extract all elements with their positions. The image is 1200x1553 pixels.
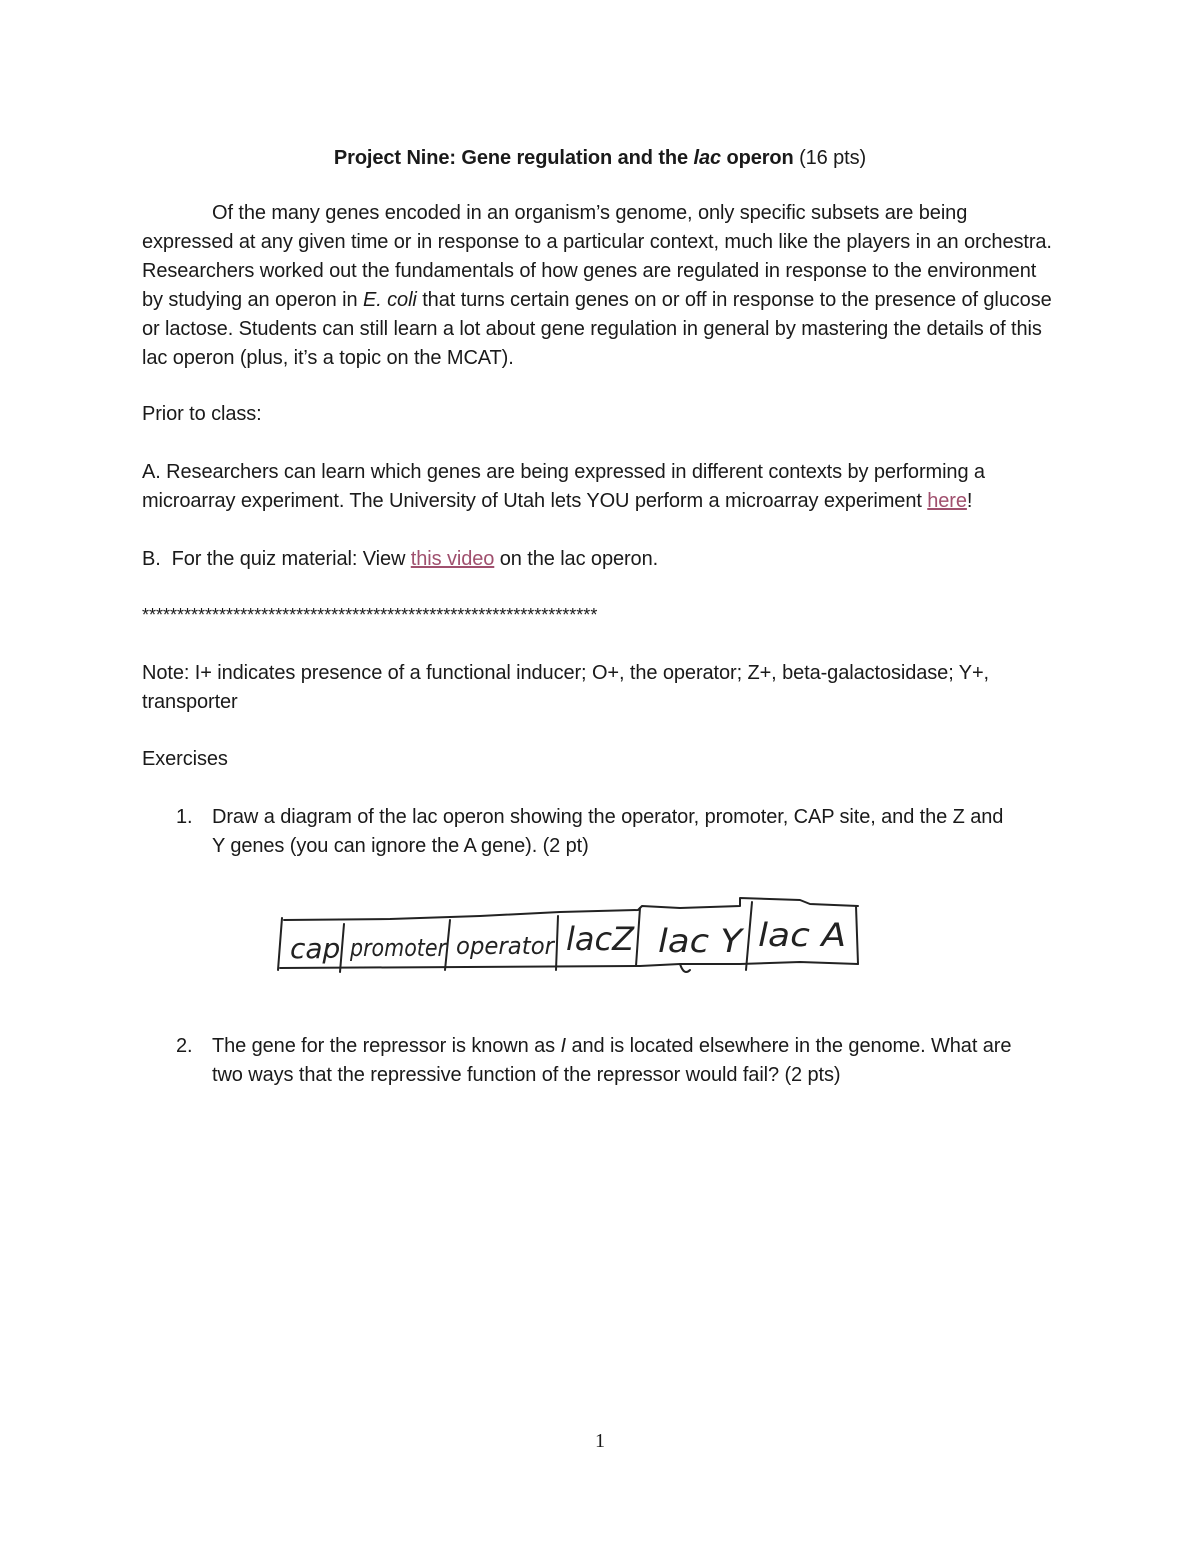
intro-part2: that turns certain genes on or off in response to the presence of glucose or lactose. Students can still learn a lot about gene regulation in general by mastering the details of this lac operon (plus, it’s a topic on the MCAT). (142, 289, 1052, 369)
exercise2-text (212, 1032, 1072, 1090)
lac-operon-sketch (270, 890, 870, 985)
item-b-label: B. (142, 548, 161, 570)
exercise2-number: 2. (176, 1035, 193, 1057)
exercise1-number: 1. (176, 806, 193, 828)
page-title (0, 144, 1200, 172)
intro-italic: E. coli (363, 289, 417, 311)
intro-part1: Of the many genes encoded in an organism’s genome, only specific subsets are being expressed at any given time or in response to a particular context, much like the players in an orchestra. Researchers worked out the fundamentals of how genes are regulated in response to the environment by studying an operon in (142, 202, 1052, 311)
exercise2-suffix: and is located elsewhere in the genome. What are (565, 1035, 1012, 1057)
item-b (142, 545, 658, 574)
intro-paragraph (142, 199, 1062, 373)
item-a-suffix: ! (966, 490, 973, 512)
exercise2-line2: two ways that the repressive function of the repressor would fail? (2 pts) (212, 1064, 841, 1086)
title-bold-part2: operon (721, 147, 794, 169)
diagram-label-lacz: lacZ (566, 920, 636, 958)
note-line2: transporter (142, 691, 238, 713)
exercise1-line1: Draw a diagram of the lac operon showing the operator, promoter, CAP site, and the Z and (212, 806, 1004, 828)
item-b-prefix: For the quiz material: View (171, 548, 411, 570)
exercise1-line2: Y genes (you can ignore the A gene). (2 pt) (212, 835, 589, 857)
exercise2-line1 (212, 1032, 1072, 1061)
exercises-label: Exercises (142, 748, 228, 770)
diagram-label-cap: cap (290, 932, 341, 965)
item-b-suffix: on the lac operon. (494, 548, 659, 570)
item-a-label: A. (142, 461, 161, 483)
item-a-text2: microarray experiment. The University of Utah lets YOU perform a microarray experiment (142, 490, 928, 512)
diagram-label-laca: lac A (758, 916, 846, 954)
page-number: 1 (595, 1430, 605, 1452)
note-line1: Note: I+ indicates presence of a functional inducer; O+, the operator; Z+, beta-galactosidase; Y+, (142, 662, 990, 684)
here-link[interactable]: here (927, 490, 967, 512)
separator: ***************************************************************** (142, 605, 598, 625)
video-link[interactable]: this video (410, 548, 495, 570)
title-bold-part1: Project Nine: Gene regulation and the (333, 147, 694, 169)
item-a-text1: Researchers can learn which genes are being expressed in different contexts by performing a (166, 461, 985, 483)
item-a-line1 (142, 458, 985, 487)
title-suffix: (16 pts) (793, 147, 867, 169)
prior-label: Prior to class: (142, 403, 262, 425)
diagram-label-lacy: lac Y (658, 922, 745, 960)
item-a-line2 (142, 487, 972, 516)
title-bold-italic: lac (693, 147, 721, 169)
exercise2-prefix: The gene for the repressor is known as (212, 1035, 561, 1057)
exercise2-italic: I (560, 1035, 566, 1057)
exercise1-text (212, 803, 1072, 861)
diagram-label-promoter: promoter (349, 934, 448, 962)
diagram-label-operator: operator (456, 932, 557, 960)
